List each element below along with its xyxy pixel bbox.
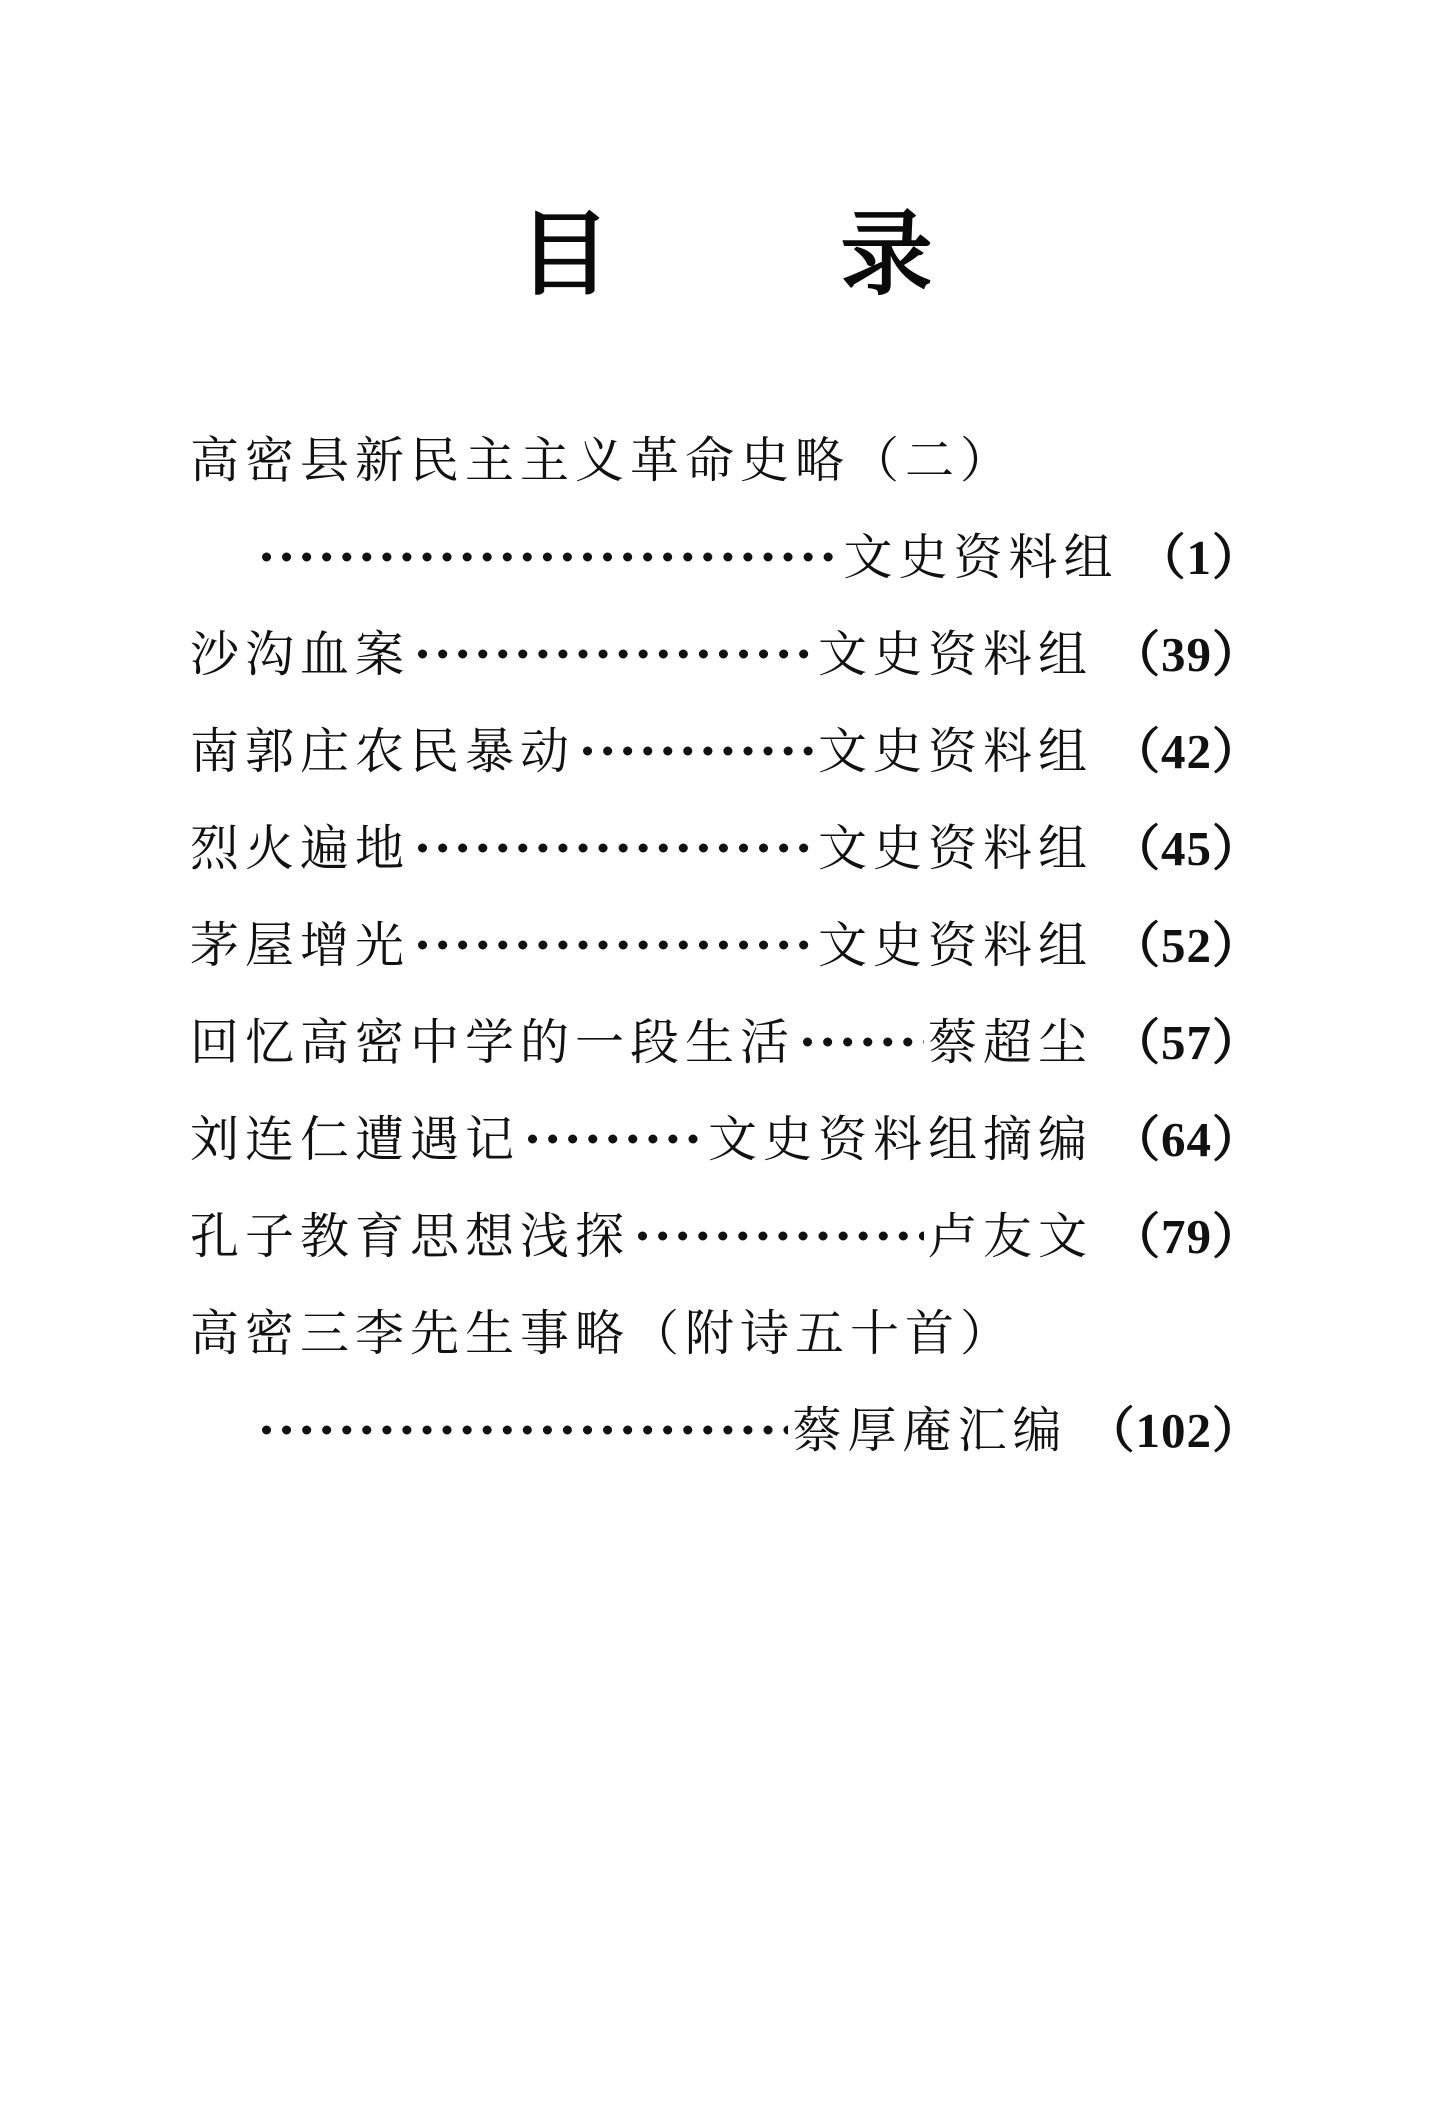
dot-leader <box>258 1382 788 1479</box>
toc-entry <box>190 703 1262 800</box>
toc-entry-author: 卢友文 <box>927 1208 1093 1265</box>
toc-entry-page: （57） <box>1110 1015 1262 1070</box>
table-of-contents <box>190 412 1262 1479</box>
toc-entry-title: 烈火遍地 <box>190 820 411 877</box>
toc-entry-title: 回忆高密中学的一段生活 <box>190 1014 796 1071</box>
toc-entry-author: 文史资料组 <box>843 529 1119 586</box>
toc-entry <box>190 1382 1262 1479</box>
toc-entry-page: （52） <box>1110 918 1262 973</box>
toc-entry <box>190 994 1262 1091</box>
toc-entry-title: 刘连仁遭遇记 <box>190 1111 521 1168</box>
toc-entry-title: 沙沟血案 <box>190 626 411 683</box>
toc-entry-title-line <box>190 1285 1262 1382</box>
toc-entry-title: 孔子教育思想浅探 <box>190 1208 631 1265</box>
toc-entry <box>190 800 1262 897</box>
dot-leader <box>414 606 814 703</box>
dot-leader <box>414 897 814 994</box>
page-title <box>0 201 1451 308</box>
toc-entry-page: （79） <box>1110 1209 1262 1264</box>
toc-entry <box>190 1091 1262 1188</box>
toc-entry <box>190 897 1262 994</box>
toc-entry-page: （1） <box>1136 530 1262 585</box>
toc-entry-title: 高密三李先生事略（附诗五十首） <box>190 1305 1016 1362</box>
dot-leader <box>524 1091 704 1188</box>
toc-entry-title: 高密县新民主主义革命史略（二） <box>190 432 1016 489</box>
toc-entry-author: 文史资料组 <box>817 820 1093 877</box>
dot-leader <box>579 703 814 800</box>
toc-entry-title: 茅屋增光 <box>190 917 411 974</box>
toc-entry-author: 文史资料组 <box>817 917 1093 974</box>
dot-leader <box>258 509 839 606</box>
toc-entry-page: （39） <box>1110 627 1262 682</box>
toc-entry-author: 蔡超尘 <box>927 1014 1093 1071</box>
toc-entry-author: 文史资料组 <box>817 723 1093 780</box>
toc-entry <box>190 1188 1262 1285</box>
title-gap <box>611 205 841 305</box>
title-char-1: 目 <box>518 201 611 308</box>
dot-leader <box>634 1188 924 1285</box>
toc-entry <box>190 509 1262 606</box>
toc-entry-author: 文史资料组 <box>817 626 1093 683</box>
toc-entry-page: （102） <box>1085 1403 1262 1458</box>
toc-entry-author: 蔡厚庵汇编 <box>792 1402 1068 1459</box>
dot-leader <box>799 994 924 1091</box>
title-char-2: 录 <box>840 201 933 308</box>
toc-entry-title: 南郭庄农民暴动 <box>190 723 576 780</box>
toc-entry-page: （45） <box>1110 821 1262 876</box>
toc-entry-page: （64） <box>1110 1112 1262 1167</box>
toc-entry-title-line <box>190 412 1262 509</box>
dot-leader <box>414 800 814 897</box>
toc-entry-author: 文史资料组摘编 <box>707 1111 1093 1168</box>
toc-entry <box>190 606 1262 703</box>
toc-entry-page: （42） <box>1110 724 1262 779</box>
